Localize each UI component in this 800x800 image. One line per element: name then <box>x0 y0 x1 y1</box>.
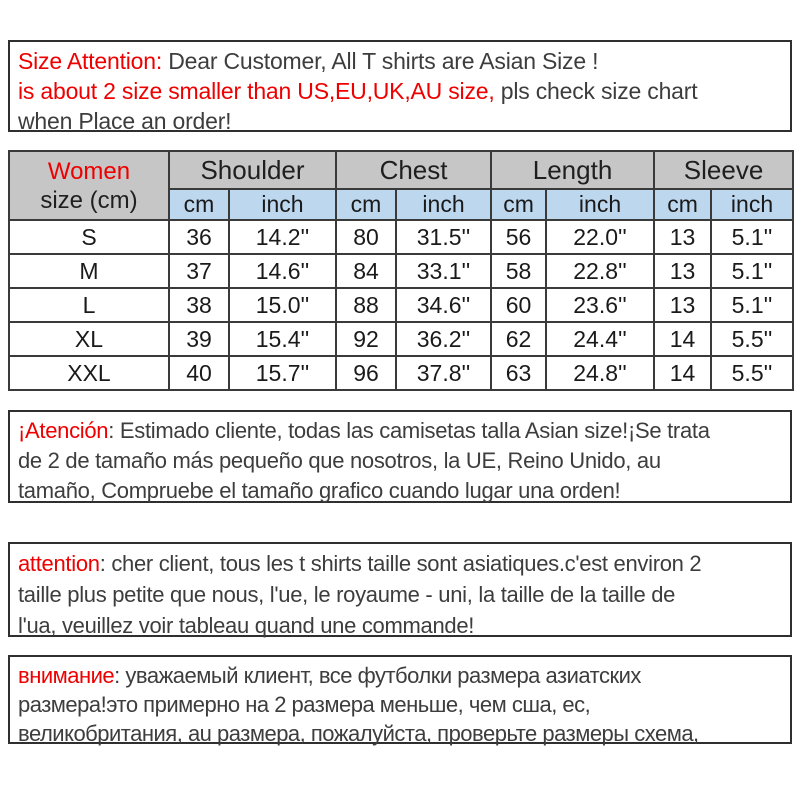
chest-cm: 80 <box>336 220 396 254</box>
table-row-xxl <box>9 356 793 390</box>
notice-spanish <box>8 410 792 503</box>
length-inch: 24.8'' <box>546 356 654 390</box>
notice-french-line3 <box>18 610 782 641</box>
notice-spanish-line3 <box>18 476 782 506</box>
chest-cm: 92 <box>336 322 396 356</box>
column-header-shoulder: Shoulder <box>169 151 336 189</box>
notice-spanish-line2-text: de 2 de tamaño más pequeño que nosotros, la UE, Reino Unido, au <box>18 448 661 473</box>
notice-english-line1-text: Dear Customer, All T shirts are Asian Size ! <box>162 48 599 74</box>
unit-header-length-inch: inch <box>546 189 654 220</box>
table-row-l <box>9 288 793 322</box>
sleeve-inch: 5.1'' <box>711 288 793 322</box>
notice-spanish-highlight: ¡Atención <box>18 418 109 443</box>
notice-french-line2 <box>18 579 782 610</box>
unit-header-sleeve-inch: inch <box>711 189 793 220</box>
shoulder-cm: 40 <box>169 356 229 390</box>
notice-french-line3-text: l'ua, veuillez voir tableau quand une commande! <box>18 613 475 638</box>
corner-label-women: Women <box>47 157 131 185</box>
notice-english-line3-text: when Place an order! <box>18 108 232 134</box>
unit-header-shoulder-inch: inch <box>229 189 336 220</box>
column-header-chest: Chest <box>336 151 491 189</box>
notice-english <box>8 40 792 132</box>
shoulder-inch: 15.7'' <box>229 356 336 390</box>
notice-spanish-line1-text: : Estimado cliente, todas las camisetas talla Asian size!¡Se trata <box>108 418 710 443</box>
notice-russian-line3 <box>18 719 782 748</box>
sleeve-cm: 14 <box>654 356 711 390</box>
chest-cm: 96 <box>336 356 396 390</box>
shoulder-inch: 15.0'' <box>229 288 336 322</box>
notice-french-highlight: attention <box>18 551 100 576</box>
chest-inch: 31.5'' <box>396 220 491 254</box>
women-size-table <box>8 150 794 391</box>
table-row-xl <box>9 322 793 356</box>
notice-spanish-line3-text: tamaño, Compruebe el tamaño grafico cuando lugar una orden! <box>18 478 621 503</box>
sleeve-cm: 13 <box>654 288 711 322</box>
length-cm: 62 <box>491 322 546 356</box>
column-header-length: Length <box>491 151 654 189</box>
sleeve-inch: 5.5'' <box>711 356 793 390</box>
column-header-sleeve: Sleeve <box>654 151 793 189</box>
unit-header-sleeve-cm: cm <box>654 189 711 220</box>
notice-french-line2-text: taille plus petite que nous, l'ue, le royaume - uni, la taille de la taille de <box>18 582 676 607</box>
shoulder-cm: 37 <box>169 254 229 288</box>
chest-inch: 37.8'' <box>396 356 491 390</box>
table-corner-cell <box>9 151 169 220</box>
size-label: S <box>9 220 169 254</box>
notice-english-line3 <box>18 106 782 136</box>
notice-french <box>8 542 792 637</box>
notice-english-line2 <box>18 76 782 106</box>
table-group-header-row <box>9 151 793 189</box>
size-label: XXL <box>9 356 169 390</box>
notice-english-line2-highlight: is about 2 size smaller than US,EU,UK,AU size, <box>18 78 495 104</box>
length-inch: 24.4'' <box>546 322 654 356</box>
chest-cm: 88 <box>336 288 396 322</box>
notice-russian-line2-text: размера!это примерно на 2 размера меньше, чем сша, ес, <box>18 692 591 717</box>
chest-inch: 33.1'' <box>396 254 491 288</box>
notice-french-line1-text: : cher client, tous les t shirts taille sont asiatiques.c'est environ 2 <box>99 551 702 576</box>
shoulder-cm: 38 <box>169 288 229 322</box>
shoulder-cm: 36 <box>169 220 229 254</box>
notice-russian-line1 <box>18 661 782 690</box>
chest-inch: 36.2'' <box>396 322 491 356</box>
length-cm: 63 <box>491 356 546 390</box>
table-row-s <box>9 220 793 254</box>
length-cm: 58 <box>491 254 546 288</box>
shoulder-cm: 39 <box>169 322 229 356</box>
length-inch: 22.0'' <box>546 220 654 254</box>
unit-header-chest-inch: inch <box>396 189 491 220</box>
unit-header-length-cm: cm <box>491 189 546 220</box>
unit-header-chest-cm: cm <box>336 189 396 220</box>
shoulder-inch: 14.6'' <box>229 254 336 288</box>
size-label: XL <box>9 322 169 356</box>
notice-russian-highlight: внимание <box>18 663 115 688</box>
sleeve-cm: 13 <box>654 220 711 254</box>
table-row-m <box>9 254 793 288</box>
chest-inch: 34.6'' <box>396 288 491 322</box>
size-label: M <box>9 254 169 288</box>
length-inch: 23.6'' <box>546 288 654 322</box>
notice-english-line1-highlight: Size Attention: <box>18 48 163 74</box>
notice-english-line1 <box>18 46 782 76</box>
notice-spanish-line2 <box>18 446 782 476</box>
length-cm: 56 <box>491 220 546 254</box>
length-cm: 60 <box>491 288 546 322</box>
length-inch: 22.8'' <box>546 254 654 288</box>
corner-label-unit: size (cm) <box>40 186 138 214</box>
sleeve-inch: 5.5'' <box>711 322 793 356</box>
sleeve-inch: 5.1'' <box>711 220 793 254</box>
chest-cm: 84 <box>336 254 396 288</box>
notice-russian-line2 <box>18 690 782 719</box>
notice-russian-line3-text: великобритания, au размера, пожалуйста, проверьте размеры схема, <box>18 721 699 746</box>
shoulder-inch: 15.4'' <box>229 322 336 356</box>
notice-spanish-line1 <box>18 416 782 446</box>
notice-english-line2-text: pls check size chart <box>494 78 698 104</box>
unit-header-shoulder-cm: cm <box>169 189 229 220</box>
size-label: L <box>9 288 169 322</box>
notice-russian-line1-text: : уважаемый клиент, все футболки размера азиатских <box>114 663 641 688</box>
sleeve-cm: 14 <box>654 322 711 356</box>
notice-russian <box>8 655 792 744</box>
shoulder-inch: 14.2'' <box>229 220 336 254</box>
sleeve-inch: 5.1'' <box>711 254 793 288</box>
sleeve-cm: 13 <box>654 254 711 288</box>
notice-french-line1 <box>18 548 782 579</box>
